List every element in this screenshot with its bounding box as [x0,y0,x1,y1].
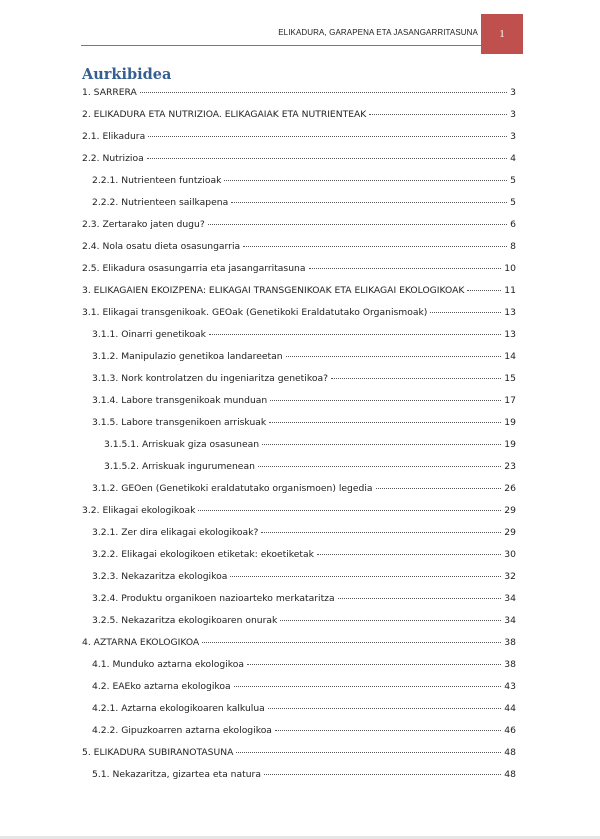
toc-entry-label: 1. SARRERA [82,87,137,98]
toc-entry[interactable] [82,328,516,350]
toc-entry-page: 17 [504,395,516,406]
toc-entry-page: 26 [504,483,516,494]
toc-entry-label: 4.2. EAEko aztarna ekologikoa [92,681,231,692]
toc-entry-label: 5.1. Nekazaritza, gizartea eta natura [92,769,261,780]
dot-leader [147,158,507,159]
toc-entry-page: 13 [504,307,516,318]
toc-entry[interactable] [82,196,516,218]
toc-entry-label: 4. AZTARNA EKOLOGIKOA [82,637,200,648]
toc-entry[interactable] [82,592,516,614]
dot-leader [275,730,501,731]
toc-entry-page: 8 [510,241,516,252]
toc-entry-page: 38 [504,637,516,648]
toc-entry[interactable] [82,636,516,658]
toc-entry[interactable] [82,394,516,416]
toc-entry-label: 2.2.1. Nutrienteen funtzioak [92,175,222,186]
toc-entry-page: 29 [504,527,516,538]
toc-entry-label: 2.3. Zertarako jaten dugu? [82,219,205,230]
toc-entry[interactable] [82,152,516,174]
toc-entry-page: 3 [510,87,516,98]
toc-entry-page: 10 [504,263,516,274]
toc-entry-page: 3 [510,109,516,120]
toc-entry[interactable] [82,768,516,790]
toc-entry-page: 5 [510,197,516,208]
toc-entry-label: 3.2.1. Zer dira elikagai ekologikoak? [92,527,259,538]
toc-entry-page: 3 [510,131,516,142]
dot-leader [231,202,507,203]
dot-leader [258,466,501,467]
toc-entry-label: 2.4. Nola osatu dieta osasungarria [82,241,241,252]
dot-leader [280,620,501,621]
dot-leader [338,598,502,599]
toc-entry-label: 3.1.1. Oinarri genetikoak [92,329,206,340]
toc-entry[interactable] [82,504,516,526]
toc-entry-label: 3.1.2. GEOen (Genetikoki eraldatutako organismoen) legedia [92,483,373,494]
header-divider [81,45,481,46]
toc-entry-page: 4 [510,153,516,164]
toc-entry[interactable] [82,86,516,108]
toc-entry[interactable] [82,526,516,548]
toc-entry[interactable] [82,218,516,240]
toc-entry-label: 3.2.5. Nekazaritza ekologikoaren onurak [92,615,278,626]
toc-heading: Aurkibidea [82,66,172,83]
toc-entry-label: 2.1. Elikadura [82,131,146,142]
dot-leader [261,532,501,533]
toc-entry[interactable] [82,746,516,768]
dot-leader [268,708,502,709]
toc-entry-label: 3.1.2. Manipulazio genetikoa landareetan [92,351,283,362]
toc-entry-label: 2.2.2. Nutrienteen sailkapena [92,197,229,208]
toc-entry[interactable] [82,724,516,746]
toc-entry[interactable] [82,350,516,372]
table-of-contents [82,86,516,790]
toc-entry-label: 2. ELIKADURA ETA NUTRIZIOA. ELIKAGAIAK ETA NUTRIENTEAK [82,109,367,120]
dot-leader [148,136,507,137]
toc-entry[interactable] [82,416,516,438]
toc-entry-page: 19 [504,417,516,428]
dot-leader [269,422,501,423]
toc-entry-page: 34 [504,615,516,626]
toc-entry[interactable] [82,284,516,306]
toc-entry-label: 5. ELIKADURA SUBIRANOTASUNA [82,747,234,758]
dot-leader [317,554,501,555]
toc-entry[interactable] [82,614,516,636]
toc-entry[interactable] [82,460,516,482]
toc-entry-page: 34 [504,593,516,604]
dot-leader [243,246,507,247]
toc-entry[interactable] [82,570,516,592]
dot-leader [208,224,507,225]
toc-entry[interactable] [82,130,516,152]
dot-leader [140,92,507,93]
toc-entry[interactable] [82,680,516,702]
toc-entry-page: 19 [504,439,516,450]
header-title: ELIKADURA, GARAPENA ETA JASANGARRITASUNA [278,28,478,37]
toc-entry-label: 3.2. Elikagai ekologikoak [82,505,196,516]
dot-leader [202,642,501,643]
toc-entry[interactable] [82,372,516,394]
toc-entry-label: 3.2.3. Nekazaritza ekologikoa [92,571,228,582]
dot-leader [467,290,501,291]
toc-entry-page: 46 [504,725,516,736]
dot-leader [264,774,501,775]
toc-entry[interactable] [82,306,516,328]
toc-entry-page: 32 [504,571,516,582]
toc-entry-label: 3. ELIKAGAIEN EKOIZPENA: ELIKAGAI TRANSGENIKOAK ETA ELIKAGAI EKOLOGIKOAK [82,285,465,296]
page-header [0,0,600,62]
toc-entry-label: 3.1.3. Nork kontrolatzen du ingeniaritza genetikoa? [92,373,328,384]
dot-leader [209,334,501,335]
dot-leader [270,400,501,401]
dot-leader [369,114,507,115]
toc-entry[interactable] [82,262,516,284]
dot-leader [430,312,501,313]
dot-leader [224,180,507,181]
toc-entry-page: 30 [504,549,516,560]
page-number-badge: 1 [481,14,523,54]
toc-entry-page: 38 [504,659,516,670]
dot-leader [198,510,501,511]
toc-entry-page: 14 [504,351,516,362]
toc-entry-label: 4.2.1. Aztarna ekologikoaren kalkulua [92,703,265,714]
toc-entry-label: 2.2. Nutrizioa [82,153,144,164]
toc-entry-page: 23 [504,461,516,472]
toc-entry-label: 4.1. Munduko aztarna ekologikoa [92,659,244,670]
toc-entry-label: 3.1.5. Labore transgenikoen arriskuak [92,417,267,428]
toc-entry-page: 13 [504,329,516,340]
toc-entry-label: 2.5. Elikadura osasungarria eta jasangarritasuna [82,263,306,274]
toc-entry[interactable] [82,240,516,262]
toc-entry-page: 43 [504,681,516,692]
dot-leader [236,752,501,753]
toc-entry[interactable] [82,438,516,460]
toc-entry[interactable] [82,658,516,680]
toc-entry-page: 48 [504,747,516,758]
dot-leader [234,686,502,687]
toc-entry[interactable] [82,108,516,130]
dot-leader [331,378,501,379]
toc-entry-page: 11 [504,285,516,296]
toc-entry-page: 48 [504,769,516,780]
toc-entry-page: 5 [510,175,516,186]
toc-entry-label: 3.1.5.2. Arriskuak ingurumenean [104,461,255,472]
toc-entry[interactable] [82,482,516,504]
toc-entry-label: 3.1.5.1. Arriskuak giza osasunean [104,439,260,450]
toc-entry-label: 3.1. Elikagai transgenikoak. GEOak (Genetikoki Eraldatutako Organismoak) [82,307,428,318]
toc-entry-page: 15 [504,373,516,384]
toc-entry[interactable] [82,174,516,196]
toc-entry[interactable] [82,548,516,570]
toc-entry[interactable] [82,702,516,724]
dot-leader [230,576,501,577]
dot-leader [247,664,501,665]
toc-entry-label: 3.1.4. Labore transgenikoak munduan [92,395,268,406]
dot-leader [262,444,501,445]
toc-entry-page: 29 [504,505,516,516]
toc-entry-page: 6 [510,219,516,230]
toc-entry-label: 4.2.2. Gipuzkoarren aztarna ekologikoa [92,725,272,736]
dot-leader [309,268,502,269]
toc-entry-page: 44 [504,703,516,714]
toc-entry-label: 3.2.2. Elikagai ekologikoen etiketak: ekoetiketak [92,549,314,560]
dot-leader [376,488,502,489]
toc-entry-label: 3.2.4. Produktu organikoen nazioarteko merkataritza [92,593,335,604]
dot-leader [286,356,502,357]
